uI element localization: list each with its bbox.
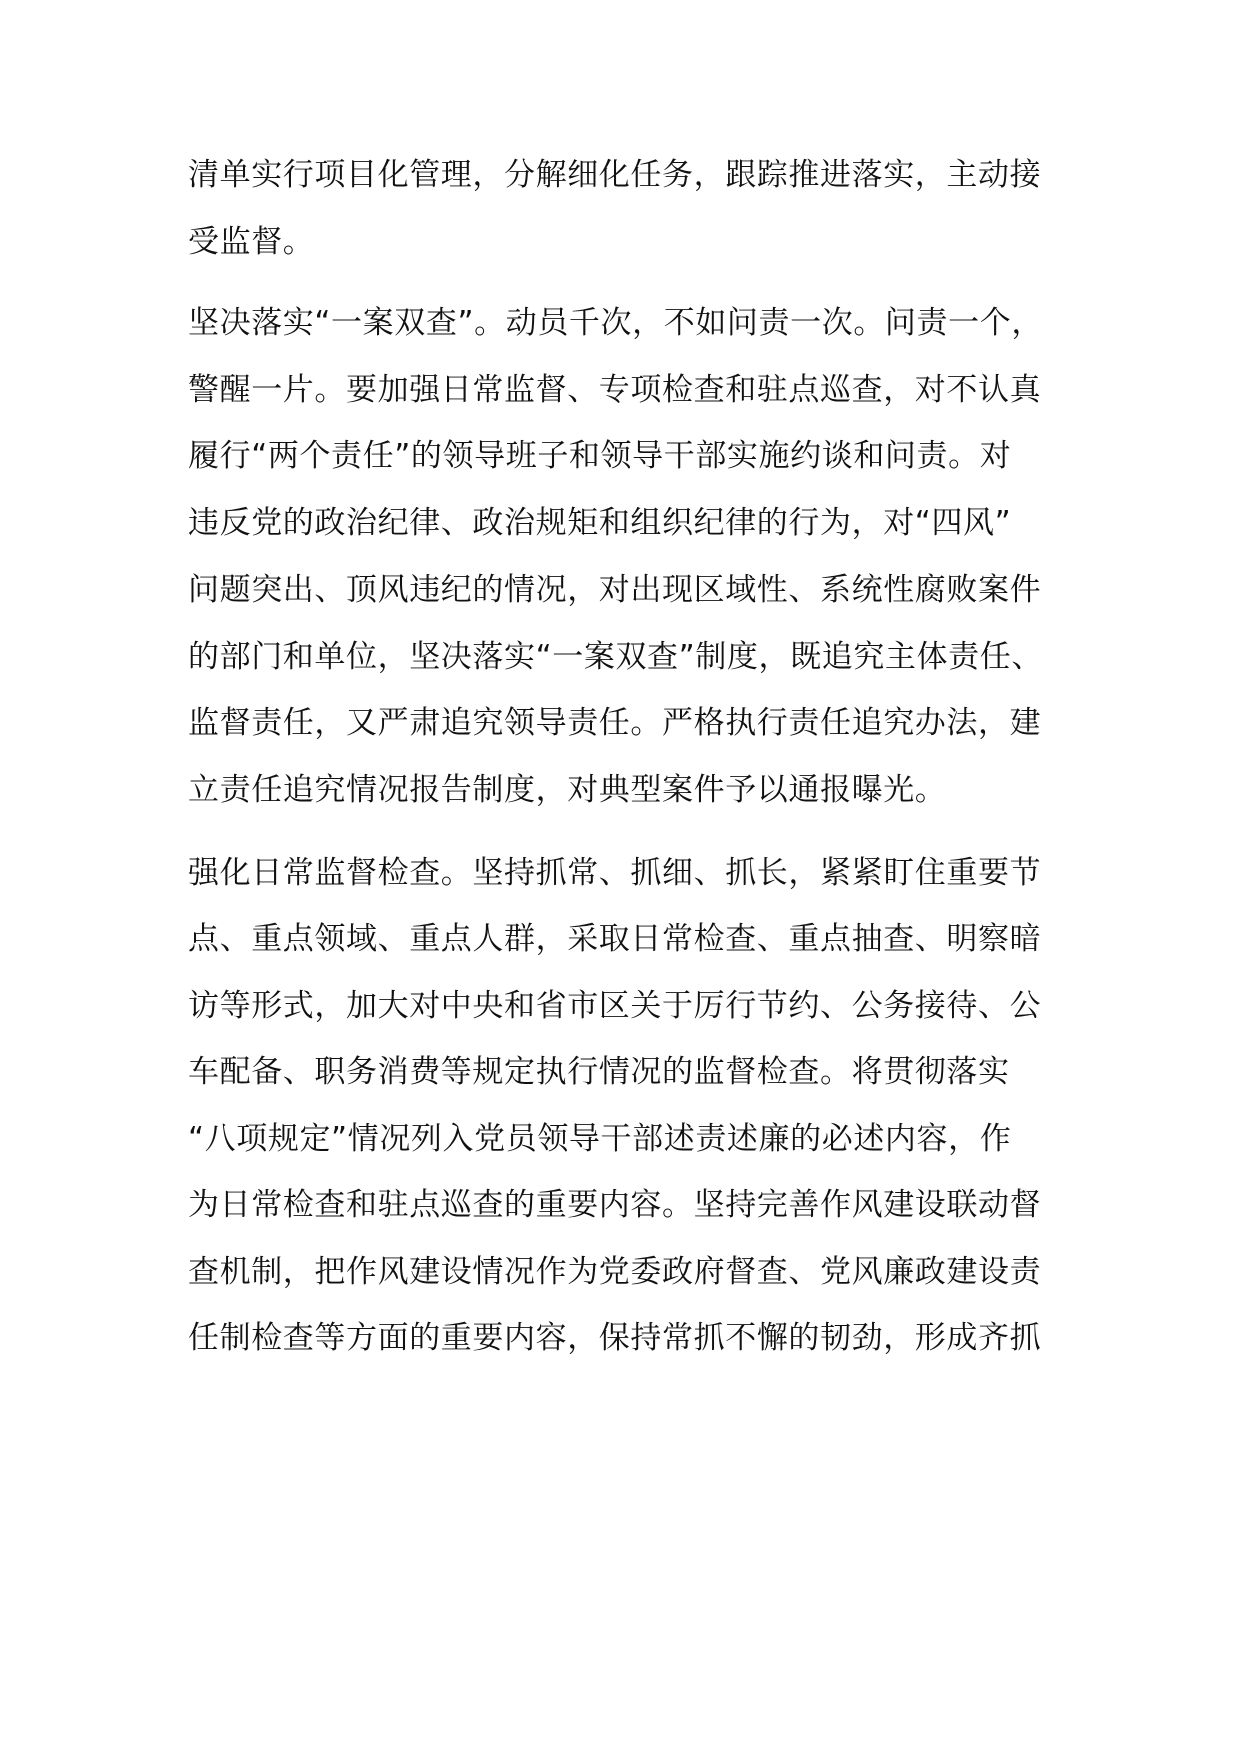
paragraph-line: 的部门和单位，坚决落实“一案双查”制度，既追究主体责任、 (188, 639, 1043, 675)
paragraph-line: 警醒一片。要加强日常监督、专项检查和驻点巡查，对不认真 (188, 372, 1042, 408)
paragraph-line: 履行“两个责任”的领导班子和领导干部实施约谈和问责。对 (188, 438, 1012, 474)
paragraph-line: 违反党的政治纪律、政治规矩和组织纪律的行为，对“四风” (188, 505, 1012, 541)
paragraph-line: 查机制，把作风建设情况作为党委政府督查、党风廉政建设责 (188, 1254, 1042, 1290)
paragraph-line: 强化日常监督检查。坚持抓常、抓细、抓长，紧紧盯住重要节 (188, 855, 1042, 891)
paragraph-line: 受监督。 (188, 224, 315, 260)
paragraph-line: 监督责任，又严肃追究领导责任。严格执行责任追究办法，建 (188, 705, 1042, 741)
paragraph-line: 访等形式，加大对中央和省市区关于厉行节约、公务接待、公 (188, 988, 1042, 1024)
paragraph-line: 立责任追究情况报告制度，对典型案件予以通报曝光。 (188, 772, 947, 808)
paragraph-line: 为日常检查和驻点巡查的重要内容。坚持完善作风建设联动督 (188, 1187, 1042, 1223)
paragraph-line: “八项规定”情况列入党员领导干部述责述廉的必述内容，作 (188, 1121, 1012, 1157)
paragraph-line: 车配备、职务消费等规定执行情况的监督检查。将贯彻落实 (188, 1054, 1010, 1090)
paragraph-line: 问题突出、顶风违纪的情况，对出现区域性、系统性腐败案件 (188, 572, 1042, 608)
paragraph-line: 清单实行项目化管理，分解细化任务，跟踪推进落实，主动接 (188, 157, 1042, 193)
paragraph-line: 坚决落实“一案双查”。动员千次，不如问责一次。问责一个， (188, 305, 1043, 341)
paragraph-line: 任制检查等方面的重要内容，保持常抓不懈的韧劲，形成齐抓 (188, 1320, 1042, 1356)
paragraph-line: 点、重点领域、重点人群，采取日常检查、重点抽查、明察暗 (188, 921, 1042, 957)
